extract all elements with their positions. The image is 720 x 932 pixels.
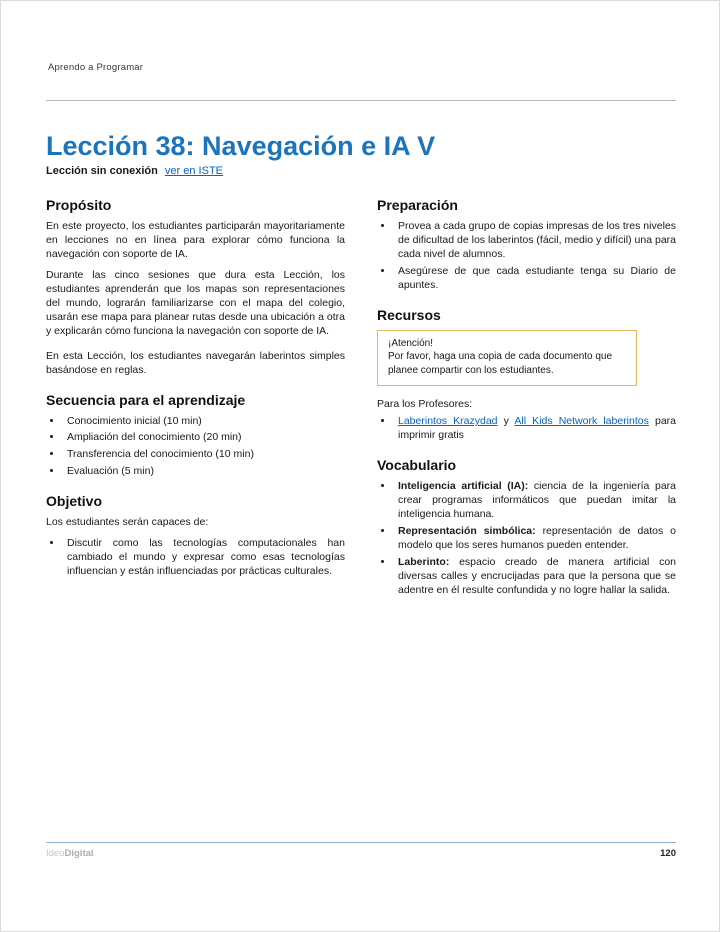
vocab-definition: espacio creado de manera artificial con diversas calles y encrucijadas para que la persona que se adentre en él resulte confundida y no logre hallar la salida. bbox=[398, 555, 676, 596]
footer-brand-bold: Digital bbox=[64, 848, 94, 859]
secuencia-list bbox=[46, 415, 345, 480]
list-item: • Ampliación del conocimiento (20 min) bbox=[63, 431, 345, 445]
subtitle bbox=[46, 165, 223, 177]
vocab-term: Inteligencia artificial (IA): bbox=[398, 480, 534, 493]
vocab-definition: representación de datos o modelo que los seres humanos pueden entender. bbox=[398, 525, 676, 551]
paragraph: En esta Lección, los estudiantes navegarán laberintos simples basándose en reglas. bbox=[46, 349, 345, 376]
subtitle-label: Lección sin conexión bbox=[46, 165, 158, 177]
footer-divider bbox=[46, 842, 676, 843]
list-item: • Transferencia del conocimiento (10 min) bbox=[63, 448, 345, 462]
vocab-term: Laberinto: bbox=[398, 555, 460, 568]
list-item bbox=[394, 415, 676, 443]
footer bbox=[46, 848, 676, 859]
header-brand: Aprendo a Programar bbox=[48, 62, 144, 73]
objetivo-list bbox=[46, 537, 345, 579]
page-number: 120 bbox=[660, 848, 676, 859]
objetivo-intro: Los estudiantes serán capaces de: bbox=[46, 516, 209, 529]
resource-conjunction: y bbox=[497, 415, 515, 428]
resources-list bbox=[377, 415, 676, 443]
recursos-heading: Recursos bbox=[377, 306, 441, 323]
list-item: • Evaluación (5 min) bbox=[63, 465, 345, 479]
right-column bbox=[377, 197, 676, 604]
list-item: • Provea a cada grupo de copias impresas de los tres niveles de dificultad de los laberintos (fácil, medio y difícil) una para cada nivel de alumnos. bbox=[394, 220, 676, 262]
vocabulario-heading: Vocabulario bbox=[377, 457, 457, 474]
page-title: Lección 38: Navegación e IA V bbox=[46, 131, 436, 162]
list-item: • Conocimiento inicial (10 min) bbox=[63, 415, 345, 429]
footer-brand-light: Ideo bbox=[46, 848, 65, 859]
krazydad-link[interactable]: Laberintos Krazydad bbox=[398, 415, 498, 428]
resource-suffix: para imprimir gratis bbox=[398, 415, 676, 442]
paragraph: En este proyecto, los estudiantes participarán mayoritariamente en lecciones no en línea para explorar cómo funciona la navegación con soporte de IA. bbox=[46, 220, 345, 260]
allkidsnetwork-link[interactable]: All Kids Network laberintos bbox=[514, 415, 649, 428]
list-item bbox=[394, 480, 676, 522]
teachers-label: Para los Profesores: bbox=[377, 398, 473, 411]
list-item: • Asegúrese de que cada estudiante tenga su Diario de apuntes. bbox=[394, 265, 676, 293]
attention-title: ¡Atención! bbox=[388, 337, 434, 349]
footer-brand bbox=[46, 848, 94, 859]
objetivo-heading: Objetivo bbox=[46, 493, 103, 510]
header-divider bbox=[46, 100, 676, 101]
preparacion-list bbox=[377, 220, 676, 293]
preparacion-heading: Preparación bbox=[377, 197, 458, 213]
secuencia-heading: Secuencia para el aprendizaje bbox=[46, 391, 246, 408]
iste-link[interactable]: ver en ISTE bbox=[164, 165, 223, 177]
attention-box bbox=[377, 330, 637, 387]
list-item bbox=[394, 556, 676, 598]
proposito-heading: Propósito bbox=[46, 197, 112, 213]
list-item: • Discutir como las tecnologías computacionales han cambiado el mundo y expresar como esas tecnologías influencian y están influenciadas por prácticas culturales. bbox=[63, 537, 345, 579]
attention-body: Por favor, haga una copia de cada documento que planee compartir con los estudiantes. bbox=[388, 351, 613, 376]
content-columns bbox=[46, 197, 676, 604]
left-column bbox=[46, 197, 345, 604]
vocab-term: Representación simbólica: bbox=[398, 525, 543, 538]
list-item bbox=[394, 525, 676, 553]
vocabulario-list bbox=[377, 480, 676, 598]
vocab-definition: ciencia de la ingeniería para crear programas informáticos que puedan imitar la inteligencia humana. bbox=[398, 480, 676, 521]
paragraph: Durante las cinco sesiones que dura esta Lección, los estudiantes aprenderán que los mapas son representaciones del mundo, lograrán familiarizarse con el mapa del colegio, usarán ese mapa para planear rutas desde una ubicación a otra y explicarán cómo funciona la navegación con soporte de IA. bbox=[46, 268, 345, 337]
